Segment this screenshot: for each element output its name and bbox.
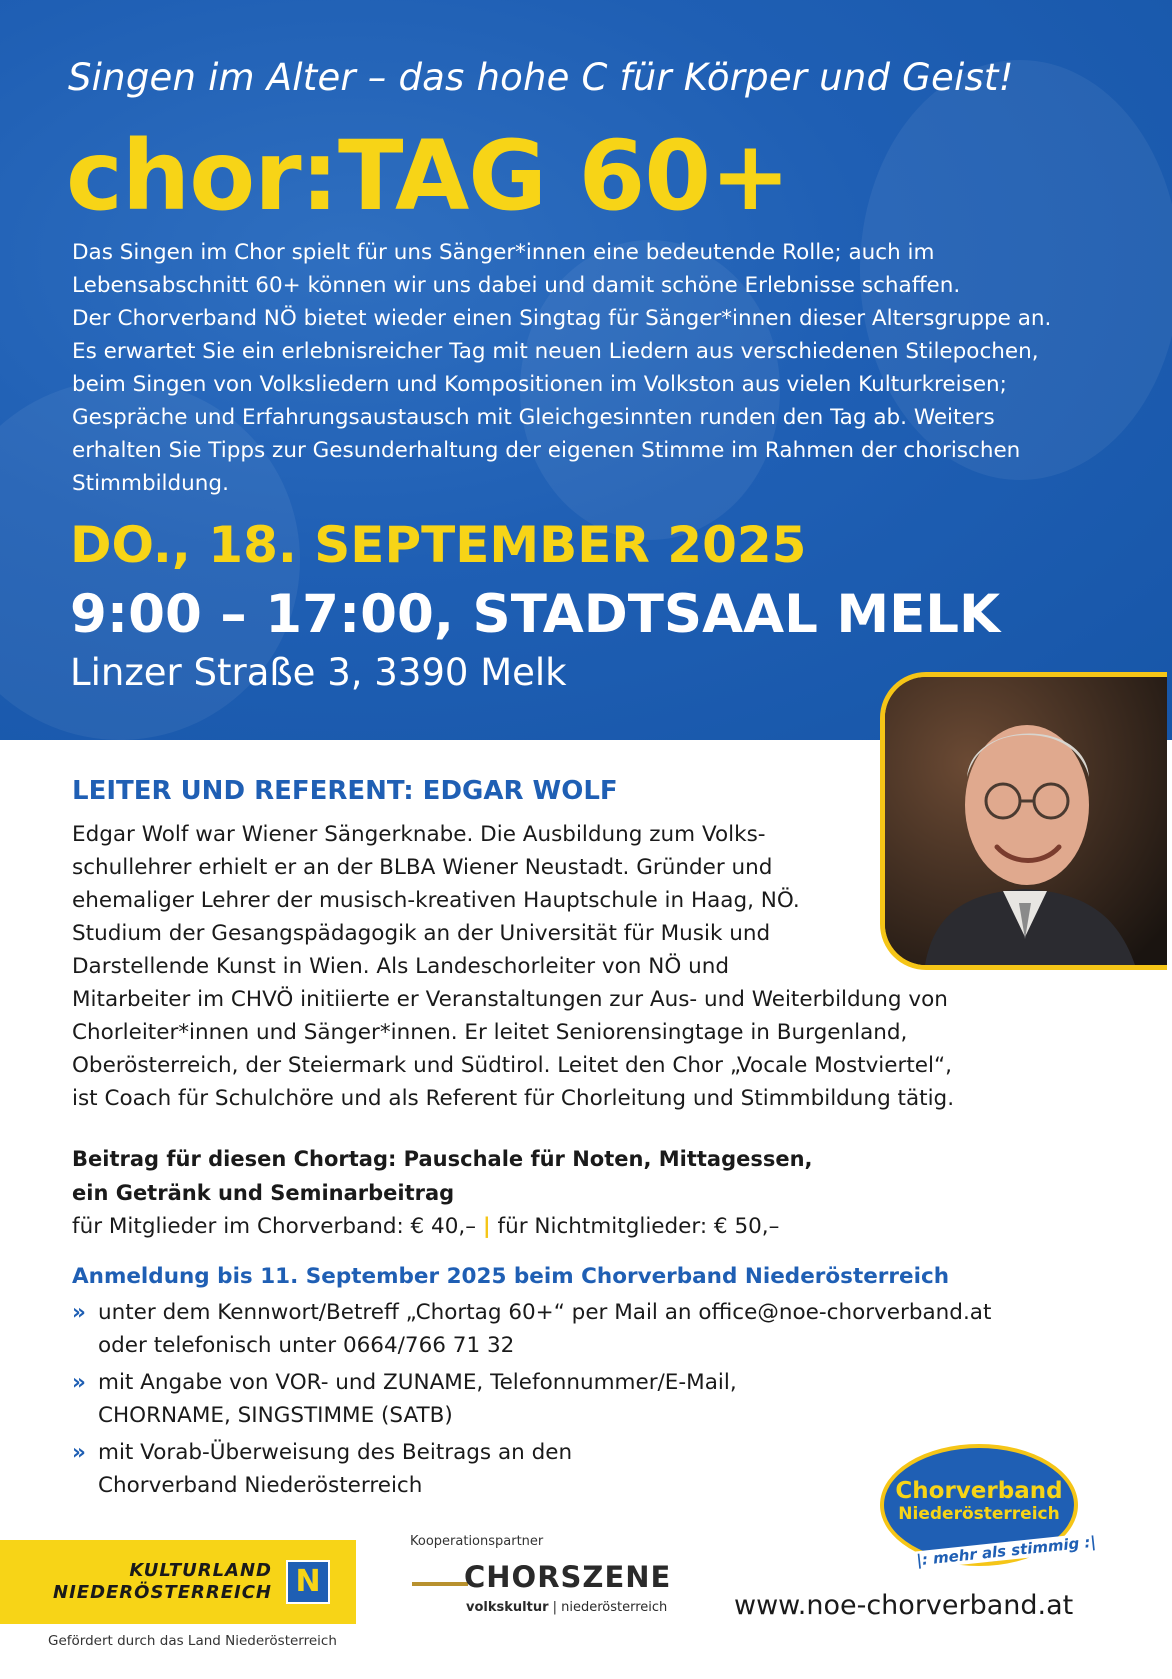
bio-line: Edgar Wolf war Wiener Sängerknabe. Die Ausbildung zum Volks- [72,822,766,847]
fee-members: für Mitglieder im Chorverband: € 40,– [72,1214,476,1239]
list-item-text: oder telefonisch unter 0664/766 71 32 [98,1333,515,1358]
chorszene-name: CHORSZENE [464,1560,672,1594]
cooperation-label: Kooperationspartner [410,1534,544,1549]
registration-list [72,1296,991,1506]
intro-line: Der Chorverband NÖ bietet wieder einen Singtag für Sänger*innen dieser Altersgruppe an. [72,306,1052,331]
intro-line: Lebensabschnitt 60+ können wir uns dabei und damit schöne Erlebnisse schaffen. [72,273,961,298]
website-url[interactable]: www.noe-chorverband.at [734,1590,1074,1621]
chorszene-sub-rest: | niederösterreich [548,1600,668,1615]
fee-non-members: für Nichtmitglieder: € 50,– [497,1214,780,1239]
fee-heading-line: ein Getränk und Seminarbeitrag [72,1181,455,1205]
leader-heading: LEITER UND REFERENT: EDGAR WOLF [72,776,618,806]
hero-banner [0,0,1172,740]
list-item-text: mit Vorab-Überweisung des Beitrags an den [98,1440,573,1465]
leader-bio [72,818,954,1115]
intro-line: Das Singen im Chor spielt für uns Sänger*innen eine bedeutende Rolle; auch im [72,240,935,265]
chorszene-sub [466,1600,667,1615]
list-item-text: CHORNAME, SINGSTIMME (SATB) [98,1403,453,1428]
bio-line: Darstellende Kunst in Wien. Als Landeschorleiter von NÖ und [72,954,729,979]
bio-line: Mitarbeiter im CHVÖ initiierte er Veranstaltungen zur Aus- und Weiterbildung von [72,987,948,1012]
intro-line: beim Singen von Volksliedern und Kompositionen im Volkston aus vielen Kulturkreisen; [72,372,1007,397]
chorverband-region: Niederösterreich [898,1504,1060,1524]
chorszene-logo [412,1560,672,1626]
fee-heading [72,1142,813,1210]
funding-note: Gefördert durch das Land Niederösterreich [48,1633,337,1649]
list-item [72,1296,991,1362]
fee-prices [72,1210,779,1243]
list-item-text: Chorverband Niederösterreich [98,1473,423,1498]
bullet-icon: » [72,1370,86,1395]
intro-line: erhalten Sie Tipps zur Gesunderhaltung der eigenen Stimme im Rahmen der chorischen [72,438,1021,463]
bio-line: ehemaliger Lehrer der musisch-kreativen Hauptschule in Haag, NÖ. [72,888,800,913]
intro-line: Gespräche und Erfahrungsaustausch mit Gleichgesinnten runden den Tag ab. Weiters [72,405,995,430]
registration-heading: Anmeldung bis 11. September 2025 beim Chorverband Niederösterreich [72,1264,950,1289]
bio-line: ist Coach für Schulchöre und als Referent für Chorleitung und Stimmbildung tätig. [72,1086,955,1111]
bio-line: Studium der Gesangspädagogik an der Universität für Musik und [72,921,771,946]
intro-line: Es erwartet Sie ein erlebnisreicher Tag mit neuen Liedern aus verschiedenen Stilepochen, [72,339,1039,364]
list-item-text: unter dem Kennwort/Betreff „Chortag 60+“ per Mail an office@noe-chorverband.at [98,1300,992,1325]
bio-line: Chorleiter*innen und Sänger*innen. Er leitet Seniorensingtage in Burgenland, [72,1020,908,1045]
fee-heading-line: Beitrag für diesen Chortag: Pauschale für Noten, Mittagessen, [72,1147,813,1171]
chorverband-name: Chorverband [895,1478,1063,1504]
event-time-place: 9:00 – 17:00, STADTSAAL MELK [70,584,1001,645]
bio-line: schullehrer erhielt er an der BLBA Wiener Neustadt. Gründer und [72,855,773,880]
list-item [72,1436,991,1502]
chorszene-sub-bold: volkskultur [466,1600,549,1615]
kulturland-line: KULTURLAND [129,1560,272,1581]
subtitle: Singen im Alter – das hohe C für Körper und Geist! [68,56,1014,99]
kulturland-logo [0,1540,356,1624]
bullet-icon: » [72,1300,86,1325]
intro-line: Stimmbildung. [72,471,229,496]
list-item-text: mit Angabe von VOR- und ZUNAME, Telefonnummer/E-Mail, [98,1370,737,1395]
bullet-icon: » [72,1440,86,1465]
logo-line [412,1582,468,1586]
event-address: Linzer Straße 3, 3390 Melk [70,651,567,694]
noe-mark-icon: N [286,1560,330,1604]
page-title: chor:TAG 60+ [66,120,790,232]
kulturland-line: NIEDERÖSTERREICH [53,1582,272,1603]
bio-line: Oberösterreich, der Steiermark und Südtirol. Leitet den Chor „Vocale Mostviertel“, [72,1053,952,1078]
list-item [72,1366,991,1432]
chorverband-tagline: |: mehr als stimmig :| [910,1532,1103,1570]
fee-separator: | [482,1214,491,1239]
intro-text [72,236,1102,500]
event-date: DO., 18. SEPTEMBER 2025 [70,516,807,574]
